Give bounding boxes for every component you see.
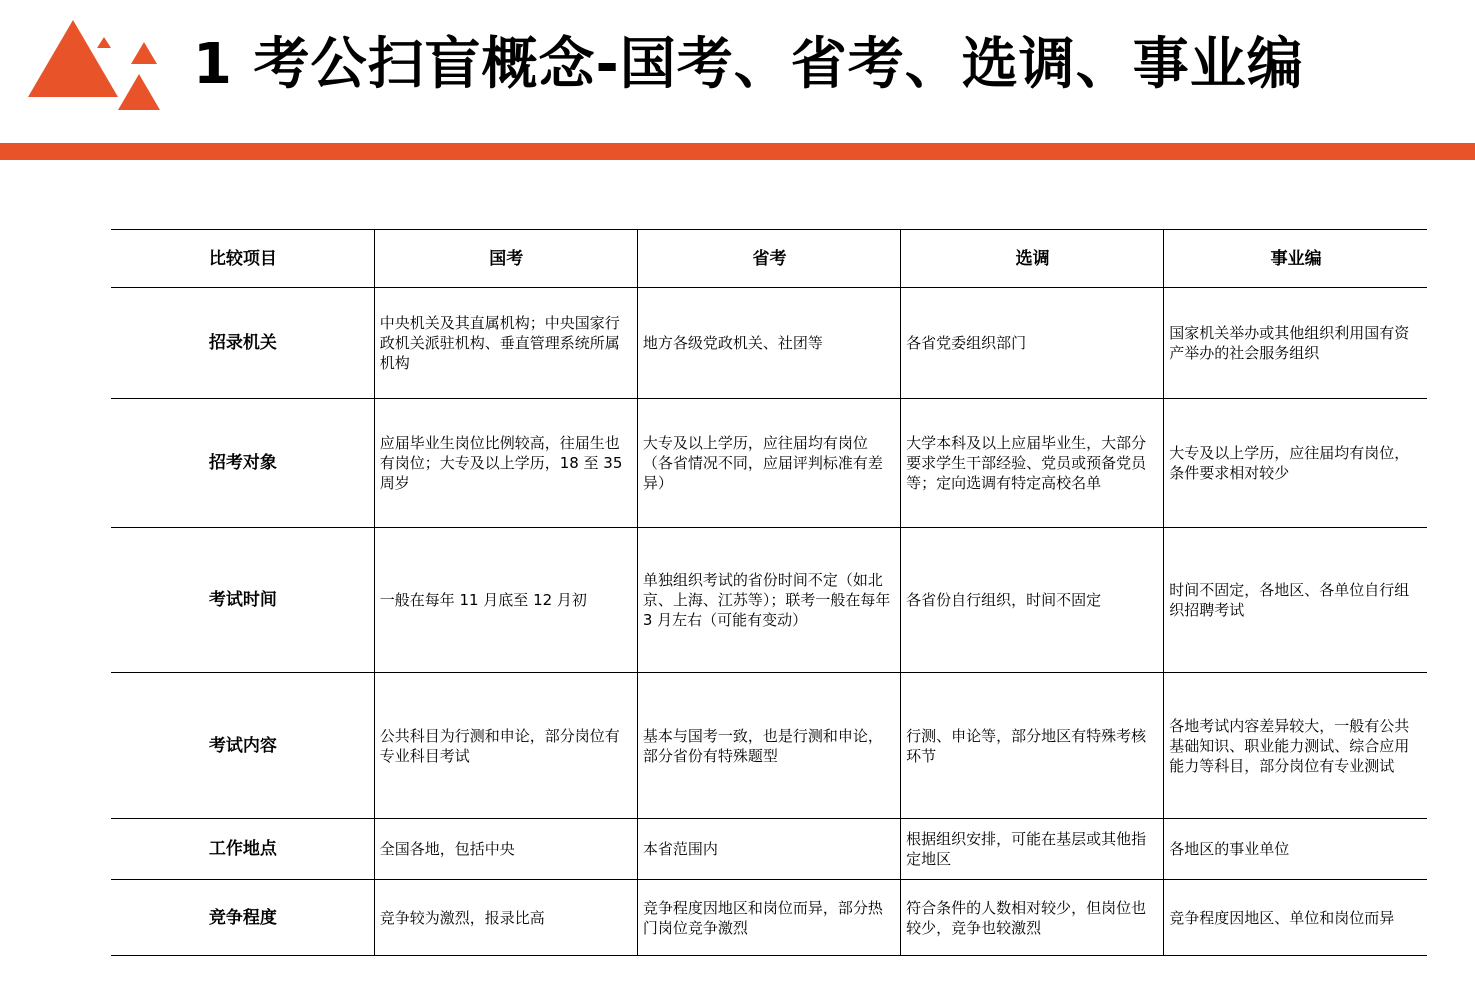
table-cell: 竞争程度因地区和岗位而异，部分热门岗位竞争激烈 [637,880,900,956]
row-label: 考试时间 [111,528,374,673]
table-row [111,528,1427,673]
table-cell: 应届毕业生岗位比例较高，往届生也有岗位；大专及以上学历，18 至 35 周岁 [374,399,637,528]
header-accent-bar [0,143,1475,160]
table-cell: 各省份自行组织，时间不固定 [901,528,1164,673]
table-row [111,399,1427,528]
table-cell: 各地考试内容差异较大，一般有公共基础知识、职业能力测试、综合应用能力等科目，部分岗位有专业测试 [1164,673,1427,819]
table-cell: 基本与国考一致，也是行测和申论，部分省份有特殊题型 [637,673,900,819]
table-cell: 大学本科及以上应届毕业生，大部分要求学生干部经验、党员或预备党员等；定向选调有特定高校名单 [901,399,1164,528]
table-cell: 符合条件的人数相对较少，但岗位也较少，竞争也较激烈 [901,880,1164,956]
row-label: 竞争程度 [111,880,374,956]
table-cell: 根据组织安排，可能在基层或其他指定地区 [901,819,1164,880]
column-header-item: 比较项目 [111,230,374,288]
table-cell: 大专及以上学历，应往届均有岗位，条件要求相对较少 [1164,399,1427,528]
table-row [111,288,1427,399]
page-title: 1 考公扫盲概念-国考、省考、选调、事业编 [193,32,1304,97]
column-header-shengkao: 省考 [637,230,900,288]
table-cell: 全国各地，包括中央 [374,819,637,880]
table-cell: 各地区的事业单位 [1164,819,1427,880]
comparison-table [111,229,1427,956]
row-label: 招录机关 [111,288,374,399]
column-header-guokao: 国考 [374,230,637,288]
table-cell: 本省范围内 [637,819,900,880]
table-cell: 单独组织考试的省份时间不定（如北京、上海、江苏等）；联考一般在每年 3 月左右（可能有变动） [637,528,900,673]
table-row [111,880,1427,956]
table-cell: 各省党委组织部门 [901,288,1164,399]
table-cell: 竞争程度因地区、单位和岗位而异 [1164,880,1427,956]
triangles-logo-icon [0,0,170,120]
table-cell: 竞争较为激烈，报录比高 [374,880,637,956]
table-cell: 地方各级党政机关、社团等 [637,288,900,399]
table-cell: 大专及以上学历，应往届均有岗位（各省情况不同，应届评判标准有差异） [637,399,900,528]
column-header-shiyebian: 事业编 [1164,230,1427,288]
table-row [111,673,1427,819]
table-cell: 一般在每年 11 月底至 12 月初 [374,528,637,673]
table-row [111,819,1427,880]
table-cell: 中央机关及其直属机构；中央国家行政机关派驻机构、垂直管理系统所属机构 [374,288,637,399]
column-header-xuandiao: 选调 [901,230,1164,288]
row-label: 考试内容 [111,673,374,819]
table-cell: 行测、申论等，部分地区有特殊考核环节 [901,673,1164,819]
row-label: 工作地点 [111,819,374,880]
row-label: 招考对象 [111,399,374,528]
table-cell: 国家机关举办或其他组织利用国有资产举办的社会服务组织 [1164,288,1427,399]
table-cell: 时间不固定，各地区、各单位自行组织招聘考试 [1164,528,1427,673]
table-header-row [111,230,1427,288]
table-cell: 公共科目为行测和申论，部分岗位有专业科目考试 [374,673,637,819]
